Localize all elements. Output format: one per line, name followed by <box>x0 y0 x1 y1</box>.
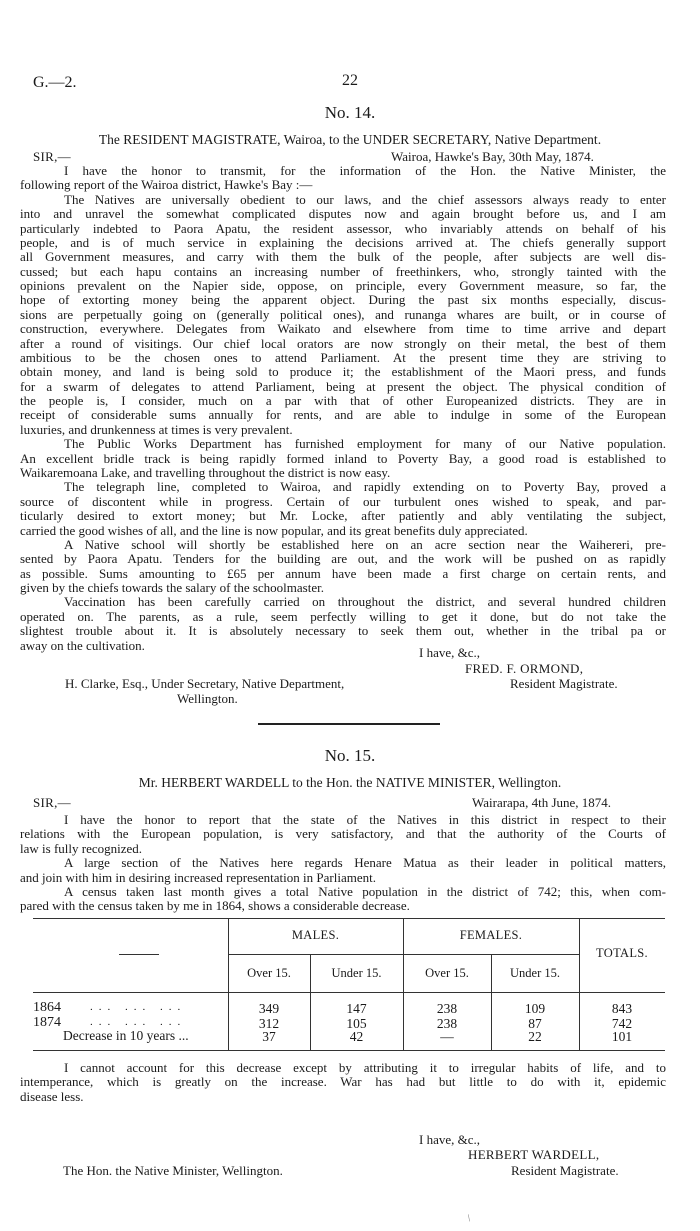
body-line: luxuries, and drunkenness at times is very prevalent. <box>20 421 293 437</box>
body-line: relations with the European population, is very satisfactory, and that the authority of the Courts of <box>20 826 666 842</box>
cell-females-over: 238 <box>436 1016 458 1031</box>
body-line: A large section of the Natives here regards Henare Matua as their leader in political matters, <box>64 855 666 871</box>
body-line: opinions prevalent on the Napier side, oppose, on principle, every Government measure, so far, the <box>20 278 666 294</box>
table-stub-dash <box>119 954 159 955</box>
letter-14-salutation: SIR,— <box>33 149 71 164</box>
body-line: obtain money, and land is being sold to produce it; the establishment of the Maori press, and funds <box>20 364 666 380</box>
body-line: receipt of considerable sums annually for rents, and are able to indulge in some of the European <box>20 407 666 423</box>
cell-total: 742 <box>611 1016 633 1031</box>
body-line: law is fully recognized. <box>20 840 143 856</box>
letter-15-place-date: Wairarapa, 4th June, 1874. <box>472 795 612 810</box>
body-line: away on the cultivation. <box>20 637 145 653</box>
letter-15-signature-title: Resident Magistrate. <box>511 1163 619 1178</box>
body-line: The telegraph line, completed to Wairoa, and rapidly extending on to Poverty Bay, proved a <box>64 479 666 495</box>
letter-15-heading: Mr. HERBERT WARDELL to the Hon. the NATIVE MINISTER, Wellington. <box>138 775 562 790</box>
header-females-over: Over 15. <box>425 966 469 980</box>
body-line: construction, everywhere. Delegates from Waikato and elsewhere from time to time arrive and depart <box>20 321 666 337</box>
cell-decrease-females-over: — <box>440 1029 454 1044</box>
cell-males-under: 147 <box>346 1001 367 1016</box>
letter-15-number: No. 15. <box>324 746 376 765</box>
letter-14-addressee-city: Wellington. <box>177 691 238 706</box>
letter-15-closing: I have, &c., <box>419 1132 481 1147</box>
body-line: into and unravel the somewhat complicated disputes now and again brought before us, and I am <box>20 206 666 222</box>
body-line: as possible. Sums amounting to £65 per annum have been made a first charge on certain rents, and <box>20 565 666 581</box>
letter-14-closing: I have, &c., <box>419 645 481 660</box>
letter-14-place-date: Wairoa, Hawke's Bay, 30th May, 1874. <box>391 149 594 164</box>
cell-females-over: 238 <box>436 1001 458 1016</box>
row-label: 1874 <box>33 1015 61 1030</box>
body-line: ambitious to be the chosen ones to attend Parliament. At the present time they are striving to <box>20 349 666 365</box>
body-line: I have the honor to report that the state of the Natives in this district in respect to their <box>64 812 666 827</box>
stray-mark: / <box>465 1213 474 1224</box>
header-females-under: Under 15. <box>510 966 560 980</box>
body-line: after a round of visitings. Our chief local orators are now strongly on their metal, the best of them <box>20 335 666 351</box>
body-line: slightest trouble about it. It is absolutely necessary to seek them out, whether in the tribal pa or <box>20 623 666 639</box>
body-line: the people is, I consider, much on a par with that of other Europeanized districts. They are in <box>20 393 666 409</box>
body-line: and join with him in desiring increased representation in Parliament. <box>20 869 376 885</box>
header-totals: TOTALS. <box>596 946 648 960</box>
body-line: disease less. <box>20 1088 84 1104</box>
body-line: particularly indebted to Paora Apatu, the resident assessor, who invariably attends on behalf of his <box>20 220 666 236</box>
body-line: people, and is of much service in explaining the decisions arrived at. The chiefs generally support <box>20 234 666 250</box>
section-divider <box>258 723 440 725</box>
body-line: Waikaremoana Lake, and travelling throughout the district is now easy. <box>20 464 391 480</box>
body-line: The Public Works Department has furnished employment for many of our Native population. <box>64 436 666 452</box>
cell-total: 843 <box>611 1001 633 1016</box>
table-subheader-rule <box>228 954 579 955</box>
body-line: The Natives are universally obedient to our laws, and the chief assessors always ready to enter <box>64 191 666 207</box>
row-label: 1864 <box>33 1000 61 1015</box>
cell-females-under: 109 <box>524 1001 546 1016</box>
body-line: following report of the Wairoa district, Hawke's Bay :— <box>20 177 313 193</box>
body-line: pared with the census taken by me in 1864, shows a considerable decrease. <box>20 898 410 914</box>
body-line: for a swarm of delegates to attend Parliament, being at present the object. The physical condition of <box>20 378 666 394</box>
body-line: all Government measures, and carry with them the bulk of the people, after subjects are well dis- <box>20 249 666 265</box>
cell-decrease-total: 101 <box>611 1029 633 1044</box>
letter-14-signature-title: Resident Magistrate. <box>510 676 618 691</box>
cell-females-under: 87 <box>528 1016 542 1031</box>
body-line: operated on. The parents, as a rule, seem perfectly willing to get it done, but do not take the <box>20 608 666 624</box>
cell-males-under: 105 <box>346 1016 367 1031</box>
body-line: A census taken last month gives a total Native population in the district of 742; this, when com- <box>64 884 666 899</box>
body-line: intemperance, which is greatly on the increase. War has had but little to do with it, epidemic <box>20 1074 666 1090</box>
letter-14-heading: The RESIDENT MAGISTRATE, Wairoa, to the UNDER SECRETARY, Native Department. <box>98 132 602 147</box>
letter-15-signature: HERBERT WARDELL, <box>468 1147 600 1162</box>
letter-15-addressee: The Hon. the Native Minister, Wellington. <box>63 1163 283 1178</box>
body-line: given by the chiefs towards the salary of the schoolmaster. <box>20 580 324 596</box>
body-line: I cannot account for this decrease except by attributing it to irregular habits of life, and to <box>64 1060 666 1075</box>
body-line: cussed; but each hapu contains an increasing number of freethinkers, who, strongly tainted with the <box>20 263 666 279</box>
body-line: hope of extorting money being the apparent object. During the past six months especially, discus- <box>20 292 666 308</box>
table-header-rule <box>33 992 665 993</box>
letter-14-addressee: H. Clarke, Esq., Under Secretary, Native Department, <box>65 676 345 691</box>
decrease-label: Decrease in 10 years ... <box>63 1028 189 1043</box>
letter-15-salutation: SIR,— <box>33 795 71 810</box>
row-leader-dots: ... ... ... <box>90 1016 187 1028</box>
header-males-over: Over 15. <box>247 966 291 980</box>
body-line: I have the honor to transmit, for the information of the Hon. the Native Minister, the <box>64 163 666 178</box>
letter-14-signature: FRED. F. ORMOND, <box>465 661 584 676</box>
body-line: source of discontent while in progress. Certain of our turbulent ones wished to speak, and par- <box>20 493 666 509</box>
header-males-under: Under 15. <box>331 966 382 980</box>
row-leader-dots: ... ... ... <box>90 1001 187 1013</box>
body-line: sented by Paora Apatu. Tenders for the building are out, and the work will be pushed on as rapidly <box>20 551 666 567</box>
document-reference: G.—2. <box>33 74 77 91</box>
table-top-rule <box>33 918 665 919</box>
table-bottom-rule <box>33 1050 665 1051</box>
body-line: An excellent bridle track is being rapidly formed inland to Poverty Bay, a good road is established to <box>20 450 666 466</box>
body-line: sions are perpetually going on (generally political ones), and runanga whares are built, or in course of <box>20 306 666 322</box>
header-females: FEMALES. <box>459 928 523 942</box>
body-line: ticularly desired to extort money; but Mr. Locke, after patiently and ably ventilating the subject, <box>20 508 666 524</box>
header-males: MALES. <box>291 928 340 942</box>
cell-males-over: 312 <box>258 1016 280 1031</box>
body-line: A Native school will shortly be established here on an acre section near the Waihereri, pre- <box>64 536 666 552</box>
letter-14-number: No. 14. <box>324 103 376 122</box>
cell-males-over: 349 <box>258 1001 280 1016</box>
cell-decrease-males-over: 37 <box>262 1029 276 1044</box>
page-number: 22 <box>342 72 358 89</box>
cell-decrease-females-under: 22 <box>528 1029 542 1044</box>
body-line: carried the good wishes of all, and the line is now popular, and its great benefits duly appreciated. <box>20 522 528 538</box>
cell-decrease-males-under: 42 <box>349 1029 364 1044</box>
body-line: Vaccination has been carefully carried on throughout the district, and several hundred children <box>64 594 666 610</box>
